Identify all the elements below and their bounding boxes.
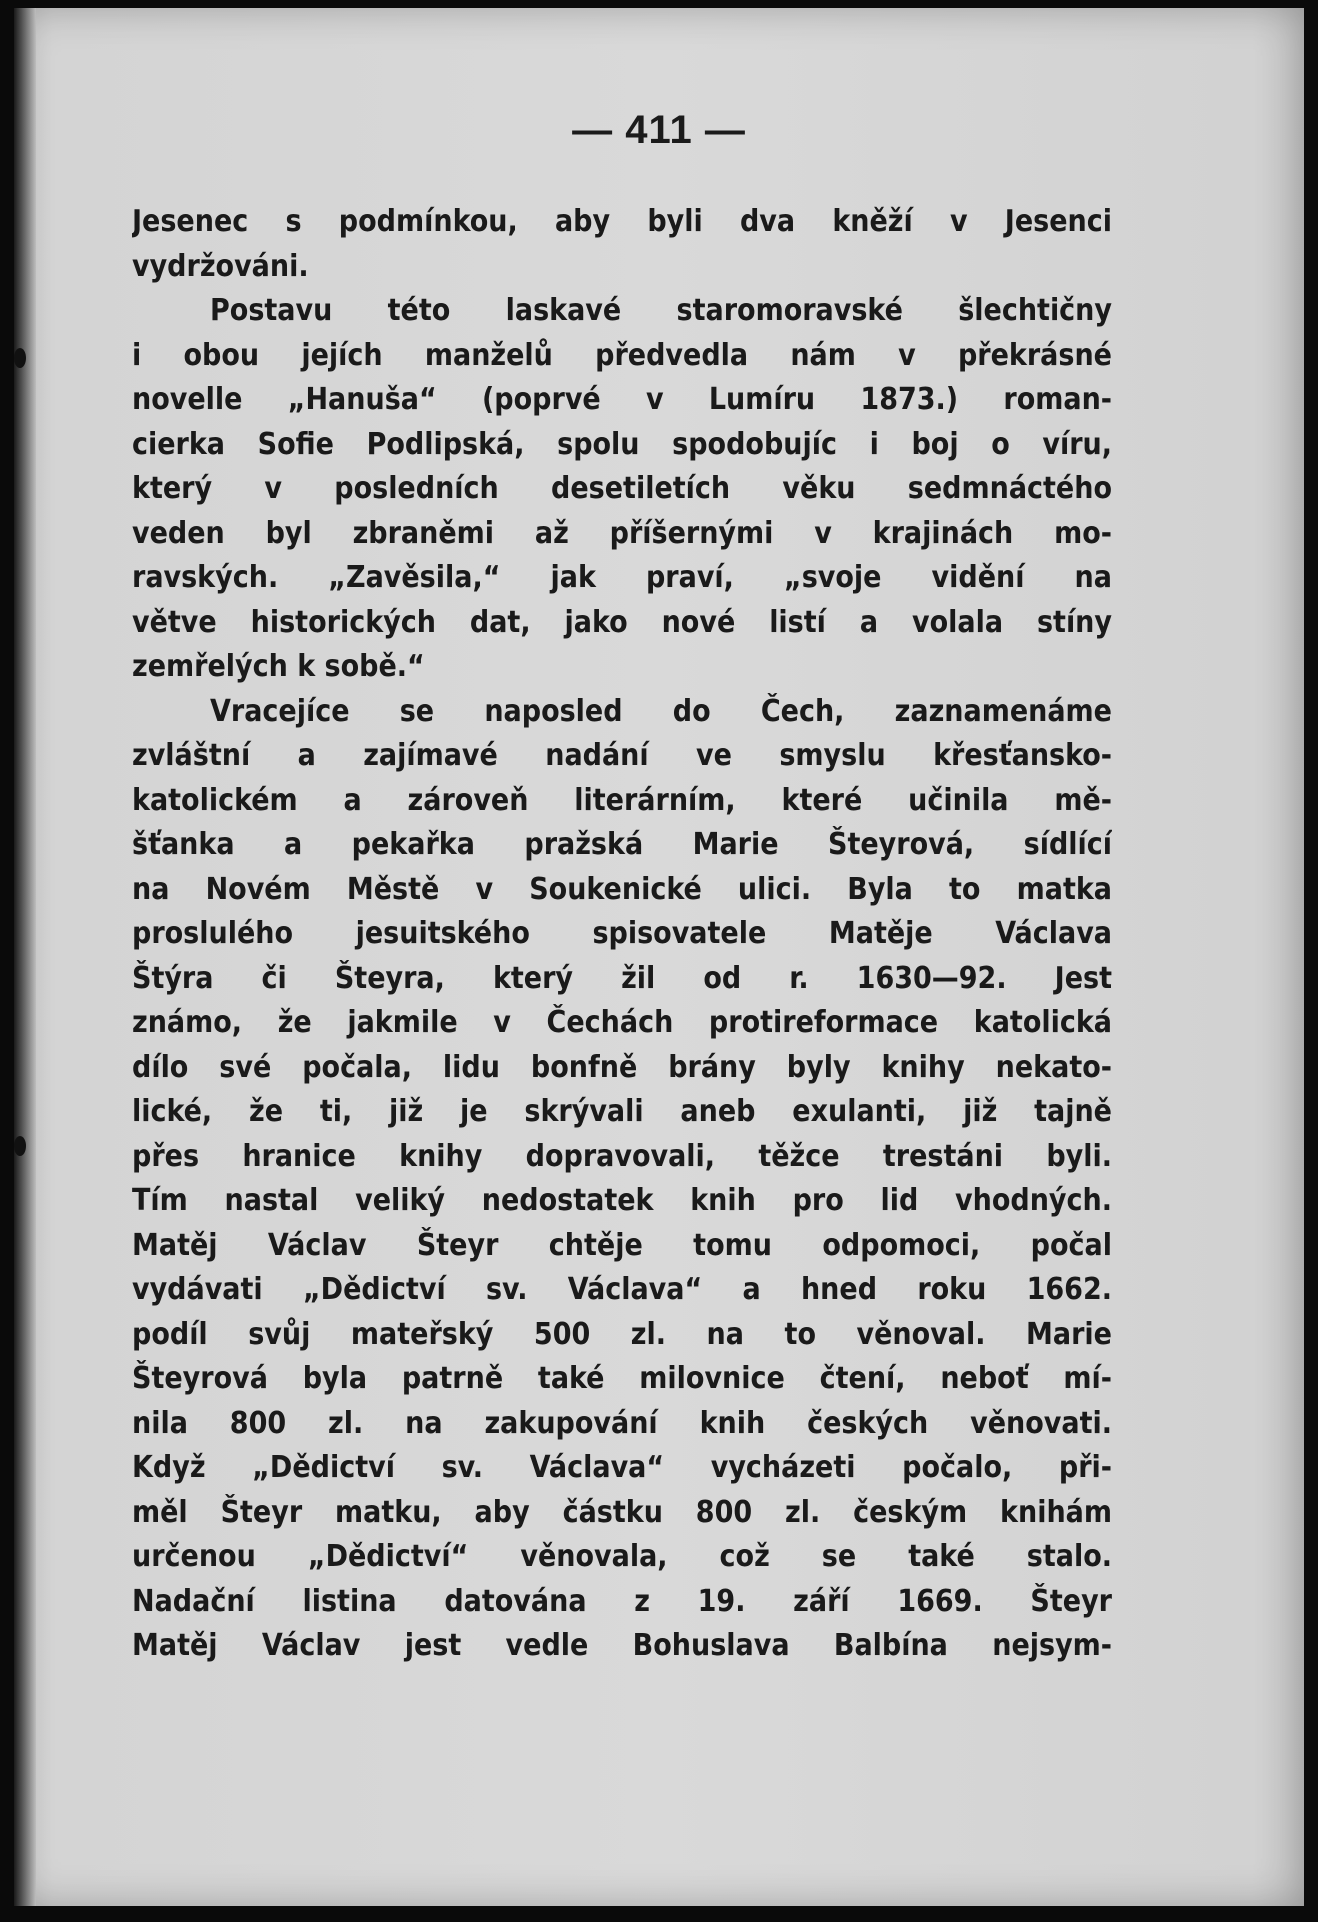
text-line: zvláštní a zajímavé nadání ve smyslu křesťansko- — [132, 738, 1112, 773]
text-line: ravských. „Zavěsila,“ jak praví, „svoje vidění na — [132, 560, 1112, 595]
text-line: novelle „Hanuša“ (poprvé v Lumíru 1873.) roman- — [132, 382, 1112, 417]
text-line: na Novém Městě v Soukenické ulici. Byla to matka — [132, 871, 1112, 907]
text-line: podíl svůj mateřský 500 zl. na to věnoval. Marie — [132, 1316, 1112, 1352]
text-line: nila 800 zl. na zakupování knih českých věnovati. — [132, 1405, 1112, 1441]
text-line: Nadační listina datována z 19. září 1669. Šteyr — [132, 1583, 1112, 1619]
text-line: i obou jejích manželů předvedla nám v překrásné — [132, 337, 1112, 373]
text-line: dílo své počala, lidu bonfně brány byly knihy nekato- — [132, 1049, 1112, 1085]
text-line: Vracejíce se naposled do Čech, zaznamenáme — [210, 693, 1112, 729]
text-line: známo, že jakmile v Čechách protireformace katolická — [132, 1005, 1112, 1040]
book-page — [14, 8, 1304, 1906]
text-line: Štýra či Šteyra, který žil od r. 1630—92. Jest — [132, 960, 1112, 996]
binding-mark — [14, 1136, 26, 1156]
text-line: veden byl zbraněmi až příšernými v krajinách mo- — [132, 515, 1112, 551]
body-text — [132, 200, 1112, 1669]
text-line: vydávati „Dědictví sv. Václava“ a hned roku 1662. — [132, 1272, 1112, 1307]
text-line: Šteyrová byla patrně také milovnice čtení, neboť mí- — [132, 1361, 1112, 1396]
page-number: — 411 — — [572, 108, 746, 152]
text-line: Postavu této laskavé staromoravské šlechtičny — [210, 293, 1112, 328]
text-line: určenou „Dědictví“ věnovala, což se také stalo. — [132, 1539, 1112, 1574]
text-line: Matěj Václav jest vedle Bohuslava Balbína nejsym- — [132, 1628, 1112, 1663]
text-line: který v posledních desetiletích věku sedmnáctého — [132, 471, 1112, 506]
text-line: Tím nastal veliký nedostatek knih pro lid vhodných. — [132, 1183, 1112, 1218]
text-line: Matěj Václav Šteyr chtěje tomu odpomoci, počal — [132, 1227, 1112, 1263]
text-line: katolickém a zároveň literárním, které učinila mě- — [132, 782, 1112, 818]
text-line: přes hranice knihy dopravovali, těžce trestáni byli. — [132, 1138, 1112, 1174]
text-line: šťanka a pekařka pražská Marie Šteyrová, sídlící — [132, 827, 1112, 862]
text-line: zemřelých k sobě.“ — [132, 649, 425, 684]
binding-mark — [14, 348, 26, 368]
text-line: cierka Sofie Podlipská, spolu spodobujíc i boj o víru, — [132, 426, 1112, 462]
text-line: Když „Dědictví sv. Václava“ vycházeti počalo, při- — [132, 1450, 1112, 1485]
text-line: proslulého jesuitského spisovatele Matěje Václava — [132, 916, 1112, 951]
text-line: měl Šteyr matku, aby částku 800 zl. českým knihám — [132, 1494, 1112, 1530]
text-line: větve historických dat, jako nové listí a volala stíny — [132, 604, 1112, 640]
text-line: vydržováni. — [132, 248, 309, 284]
binding-edge — [14, 8, 36, 1906]
text-line: Jesenec s podmínkou, aby byli dva kněží v Jesenci — [132, 204, 1112, 239]
text-line: lické, že ti, již je skrývali aneb exulanti, již tajně — [132, 1094, 1112, 1129]
